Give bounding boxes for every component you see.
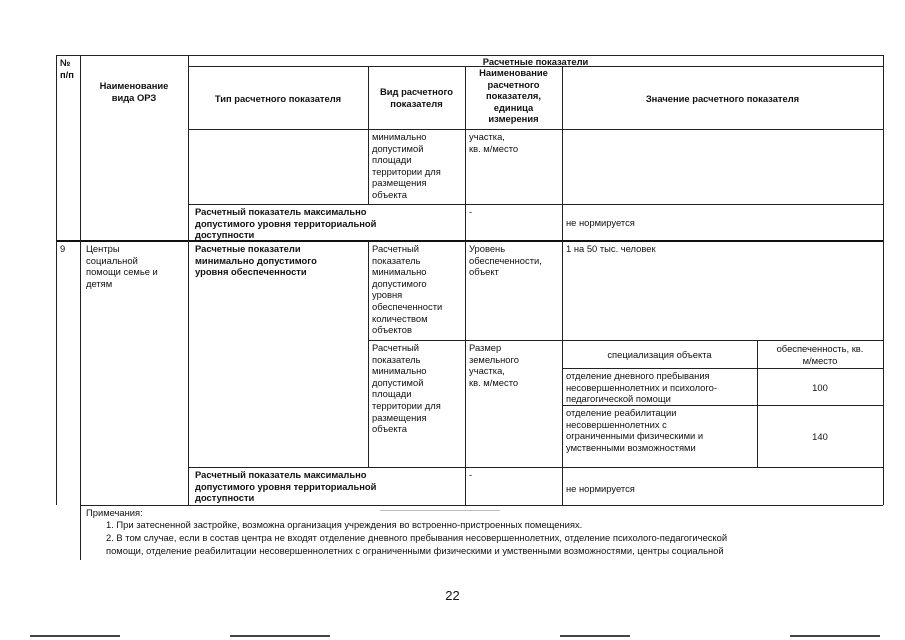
prev-max-type: Расчетный показатель максимально допустимого уровня территориальной доступности bbox=[195, 206, 377, 241]
prev-max-row-top bbox=[188, 204, 883, 205]
subtable-row2-spec: отделение реабилитации несовершеннолетних с ограниченными физическими и умственными возможностями bbox=[566, 407, 704, 453]
scan-artifact bbox=[380, 510, 500, 511]
row9-kind1: Расчетный показатель минимально допустимого уровня обеспеченности количеством объектов bbox=[372, 243, 443, 336]
col-no-right bbox=[80, 55, 81, 560]
page-number: 22 bbox=[445, 588, 460, 603]
header-col-number: № п/п bbox=[60, 57, 74, 80]
row9-kind2-top bbox=[368, 340, 883, 341]
prev-max-value: не нормируется bbox=[566, 217, 635, 228]
header-col-kind: Вид расчетного показателя bbox=[379, 86, 454, 109]
row9-max-row-top bbox=[188, 467, 883, 468]
row9-unit2: Размер земельного участка, кв. м/место bbox=[469, 342, 519, 388]
row9-bottom-border bbox=[80, 505, 883, 506]
notes-title: Примечания: bbox=[86, 507, 143, 518]
row9-kind2: Расчетный показатель минимально допустимой площади территории для размещения объекта bbox=[372, 342, 441, 435]
header-col-name: Наименование вида ОРЗ bbox=[99, 80, 169, 103]
header-col-type: Тип расчетного показателя bbox=[214, 93, 342, 104]
row9-max-value: не нормируется bbox=[566, 483, 635, 494]
scan-edge-center bbox=[230, 635, 330, 637]
row9-name: Центры социальной помощи семье и детям bbox=[86, 243, 158, 289]
row9-value1: 1 на 50 тыс. человек bbox=[566, 243, 656, 254]
subtable-row2-value: 140 bbox=[812, 431, 828, 442]
row9-top-border bbox=[56, 240, 883, 242]
header-col-value: Значение расчетного показателя bbox=[645, 93, 800, 104]
col-name-right bbox=[188, 55, 189, 505]
subtable-row1-value: 100 bbox=[812, 382, 828, 393]
scan-edge-left bbox=[30, 635, 120, 637]
table-left-border bbox=[56, 55, 57, 505]
subtable-header-provision: обеспеченность, кв. м/место bbox=[776, 343, 864, 366]
col-type-right-row9 bbox=[368, 241, 369, 467]
row9-number: 9 bbox=[60, 243, 66, 254]
prev-max-unit: - bbox=[469, 206, 473, 217]
prev-kind-continuation: минимально допустимой площади территории для размещения объекта bbox=[372, 131, 441, 200]
note-item-3: помощи, отделение реабилитации несовершеннолетних с ограниченными физическими и умственными возможностями, центры социальной bbox=[106, 545, 724, 556]
scan-edge-right bbox=[790, 635, 880, 637]
col-kind-right-2 bbox=[465, 241, 466, 505]
row9-min-type: Расчетные показатели минимально допустимого уровня обеспеченности bbox=[195, 243, 317, 278]
note-item-1: 1. При затесненной застройке, возможна организация учреждения во встроенно-пристроенных помещениях. bbox=[106, 519, 583, 530]
subtable-row1-spec: отделение дневного пребывания несовершеннолетних и психолого- педагогической помощи bbox=[566, 370, 717, 405]
note-item-2: 2. В том случае, если в состав центра не входят отделение дневного пребывания несовершеннолетних, отделение психолого-педагогической bbox=[106, 532, 728, 543]
row9-max-unit: - bbox=[469, 469, 473, 480]
row9-unit1: Уровень обеспеченности, объект bbox=[469, 243, 542, 278]
col-unit-right-2 bbox=[562, 241, 563, 505]
subtable-row1-bottom bbox=[562, 405, 883, 406]
header-col-unit: Наименование расчетного показателя, единица измерения bbox=[479, 67, 548, 125]
header-group-title: Расчетные показатели bbox=[482, 56, 589, 67]
prev-unit-continuation: участка, кв. м/место bbox=[469, 131, 519, 154]
row9-max-type: Расчетный показатель максимально допустимого уровня территориальной доступности bbox=[195, 469, 377, 504]
scan-edge-mid bbox=[560, 635, 630, 637]
table-right-border bbox=[883, 55, 884, 505]
subtable-header-bottom bbox=[562, 368, 883, 369]
header-bottom-border bbox=[188, 129, 883, 130]
subtable-header-spec: специализация объекта bbox=[607, 349, 712, 360]
